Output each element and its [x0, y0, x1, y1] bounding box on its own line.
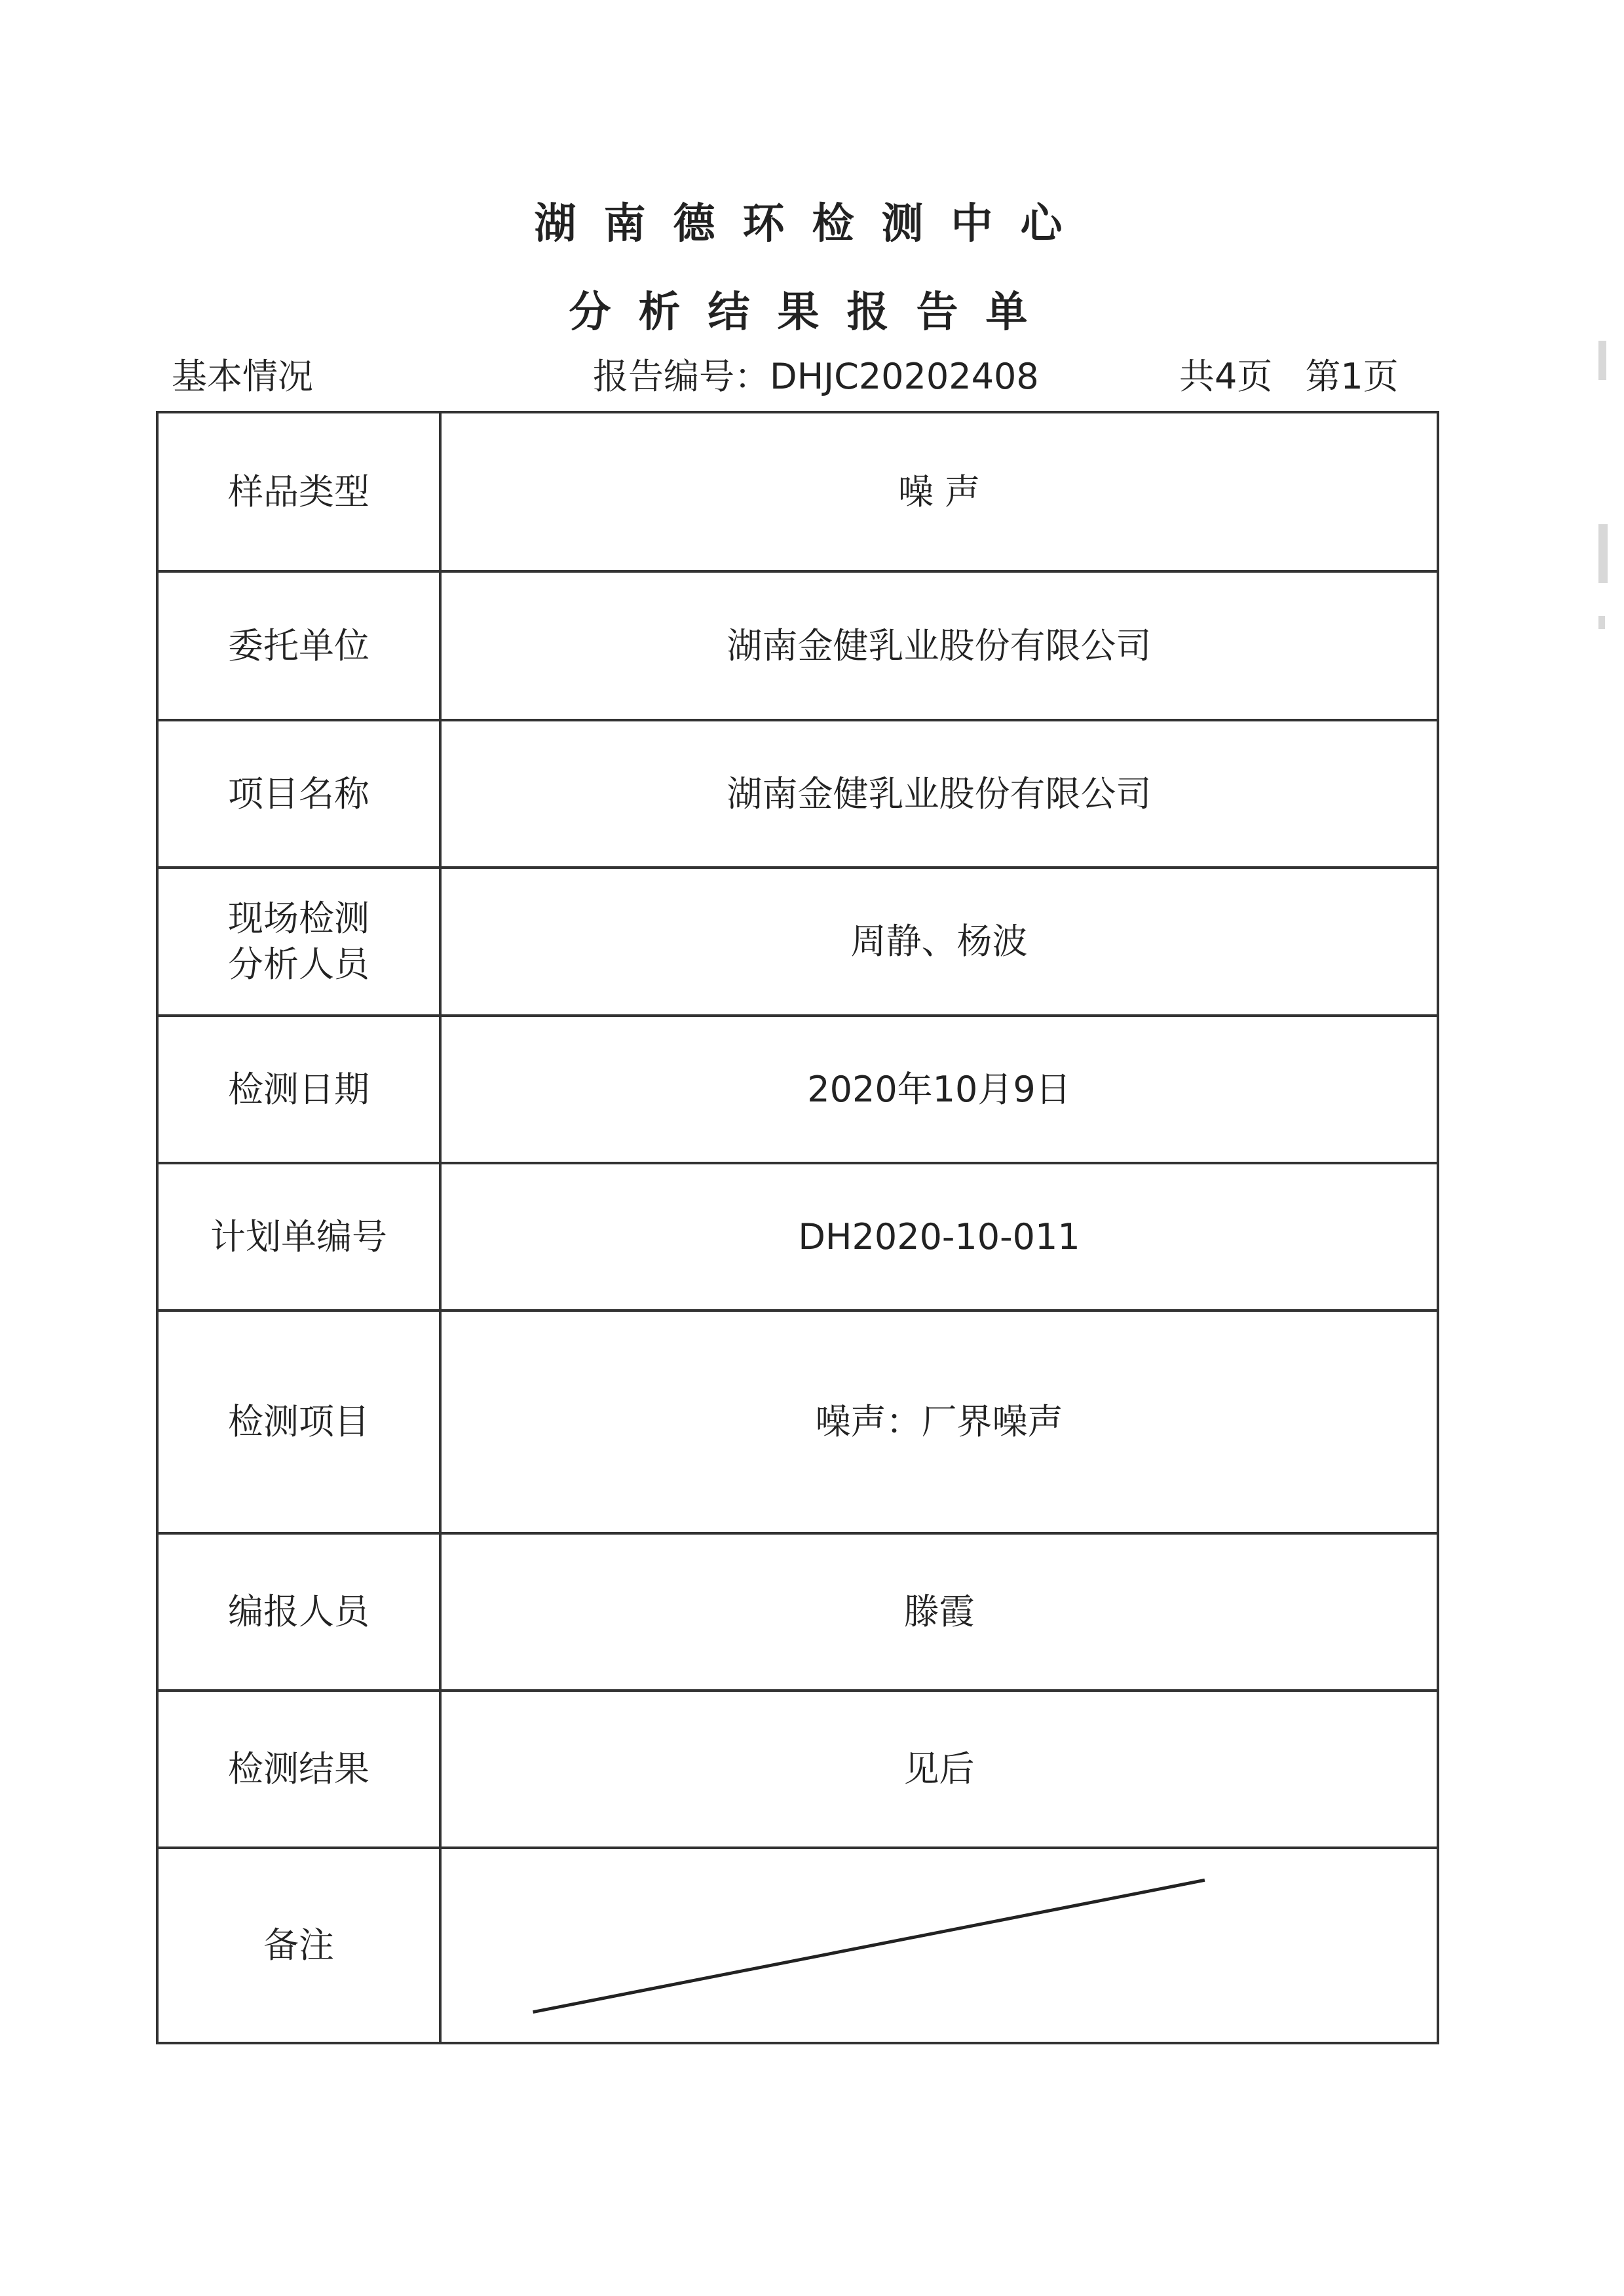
label-remarks: 备注 [157, 1848, 440, 2043]
table-row-analysts [157, 868, 1438, 1016]
info-table [156, 411, 1439, 2044]
report-number [593, 354, 1039, 400]
label-plan-number: 计划单编号 [157, 1163, 440, 1311]
label-sample-type: 样品类型 [157, 412, 440, 571]
label-test-date: 检测日期 [157, 1016, 440, 1163]
table-row-remarks [157, 1848, 1438, 2043]
label-analysts [157, 868, 440, 1016]
section-label: 基本情况 [172, 356, 313, 397]
value-test-item: 噪声：厂界噪声 [440, 1311, 1438, 1533]
total-pages: 共4页 [1179, 356, 1273, 397]
table-row-test-item [157, 1311, 1438, 1533]
label-result: 检测结果 [157, 1691, 440, 1848]
value-result: 见后 [440, 1691, 1438, 1848]
org-name: 湖南德环检测中心 [534, 199, 1090, 248]
table-row-plan-number [157, 1163, 1438, 1311]
table-row-test-date [157, 1016, 1438, 1163]
table-row-result [157, 1691, 1438, 1848]
label-client: 委托单位 [157, 571, 440, 720]
label-compiler: 编报人员 [157, 1533, 440, 1691]
scan-edge-mark [1598, 341, 1606, 380]
value-client: 湖南金健乳业股份有限公司 [440, 571, 1438, 720]
value-project-name: 湖南金健乳业股份有限公司 [440, 720, 1438, 868]
value-remarks [440, 1848, 1438, 2043]
report-number-value: DHJC20202408 [770, 356, 1039, 397]
table-row-project-name [157, 720, 1438, 868]
value-plan-number: DH2020-10-011 [440, 1163, 1438, 1311]
label-project-name: 项目名称 [157, 720, 440, 868]
doc-title: 分析结果报告单 [569, 288, 1055, 337]
report-number-label: 报告编号： [593, 356, 770, 397]
value-analysts: 周静、杨波 [440, 868, 1438, 1016]
table-row-compiler [157, 1533, 1438, 1691]
scan-edge-mark [1598, 524, 1608, 583]
table-row-client [157, 571, 1438, 720]
label-analysts-line2: 分析人员 [228, 944, 369, 985]
value-compiler: 滕霞 [440, 1533, 1438, 1691]
label-analysts-line1: 现场检测 [228, 898, 369, 939]
value-test-date: 2020年10月9日 [440, 1016, 1438, 1163]
page-indicator [1179, 354, 1399, 400]
value-sample-type: 噪 声 [440, 412, 1438, 571]
table-row-sample-type [157, 412, 1438, 571]
label-test-item: 检测项目 [157, 1311, 440, 1533]
remarks-strike-line [442, 1849, 1437, 2042]
scan-edge-mark [1598, 616, 1605, 629]
current-page: 第1页 [1305, 356, 1399, 397]
